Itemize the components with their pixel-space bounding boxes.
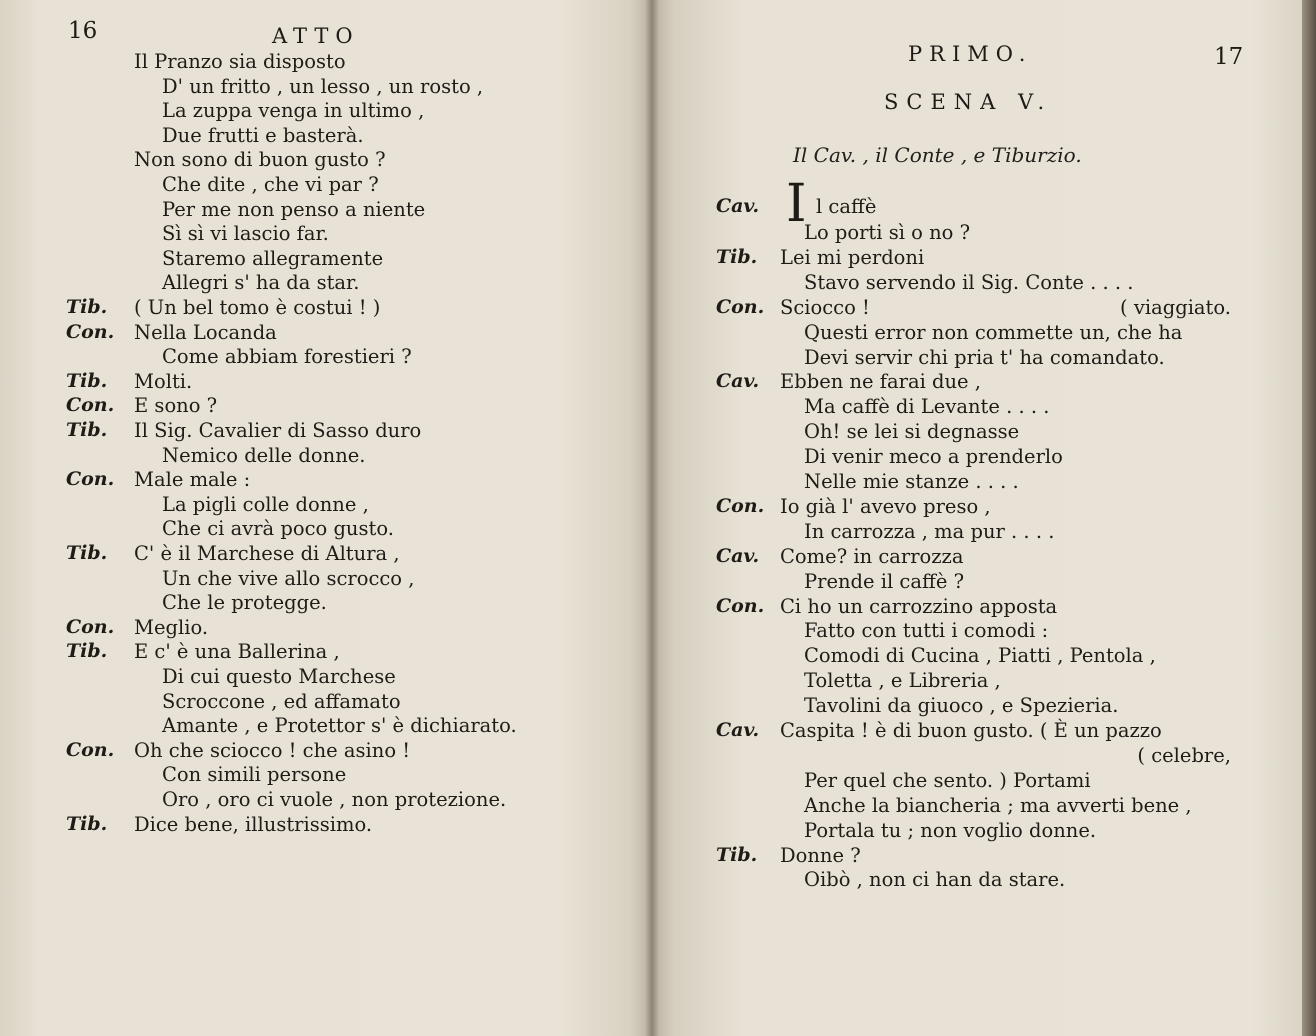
dialogue-line xyxy=(652,693,1297,718)
line-text: Comodi di Cucina , Piatti , Pentola , xyxy=(804,644,1156,668)
speaker-label: Con. xyxy=(66,468,115,491)
speaker-label: Con. xyxy=(716,494,765,517)
dialogue-line xyxy=(0,147,640,172)
dialogue-line xyxy=(0,787,640,812)
line-text: Di cui questo Marchese xyxy=(162,665,396,688)
line-text: Tavolini da giuoco , e Spezieria. xyxy=(804,694,1119,718)
dialogue-line xyxy=(0,812,640,837)
line-text: Portala tu ; non voglio donne. xyxy=(804,818,1097,842)
dialogue-line xyxy=(0,98,640,123)
scene-title: SCENA V. xyxy=(884,90,1053,114)
line-text: Donne ? xyxy=(780,843,861,867)
line-text: Questi error non commette un, che ha xyxy=(804,320,1183,344)
line-text: D' un fritto , un lesso , un rosto , xyxy=(162,74,484,98)
dialogue-line xyxy=(0,590,640,615)
dialogue-line xyxy=(0,320,640,345)
line-text: E c' è una Ballerina , xyxy=(134,640,340,664)
line-text: Nemico delle donne. xyxy=(162,443,366,467)
line-text: Due frutti e basterà. xyxy=(162,123,364,147)
dialogue-line xyxy=(0,197,640,222)
dialogue-line xyxy=(652,220,1297,245)
speaker-label: Con. xyxy=(66,738,115,761)
line-text: Nella Locanda xyxy=(134,320,277,344)
dialogue-line xyxy=(652,618,1297,643)
dialogue-line xyxy=(0,172,640,197)
dialogue-line xyxy=(0,270,640,295)
line-text: Che le protegge. xyxy=(162,591,327,615)
speaker-label: Cav. xyxy=(716,719,760,741)
line-text: Che dite , che vi par ? xyxy=(162,173,379,196)
dialogue-line xyxy=(0,566,640,591)
dialogue-line xyxy=(0,344,640,369)
line-text: Dice bene, illustrissimo. xyxy=(134,812,373,836)
line-text: Male male : xyxy=(134,468,251,492)
line-turnover: ( celebre, xyxy=(1137,743,1231,767)
dialogue-line xyxy=(0,762,640,787)
running-head-right: PRIMO. xyxy=(908,42,1033,66)
line-text: Oh che sciocco ! che asino ! xyxy=(134,738,411,762)
line-text: Anche la biancheria ; ma avverti bene , xyxy=(804,793,1192,817)
dialogue-line xyxy=(652,544,1297,569)
line-text: C' è il Marchese di Altura , xyxy=(134,542,400,565)
dialogue-line xyxy=(652,494,1297,519)
line-text: Ma caffè di Levante . . . . xyxy=(804,395,1050,419)
dialogue-line xyxy=(652,469,1297,494)
dialogue-line xyxy=(652,419,1297,444)
dialogue-line xyxy=(0,443,640,468)
speaker-label: Tib. xyxy=(66,640,108,663)
line-text: Stavo servendo il Sig. Conte . . . . xyxy=(804,270,1134,294)
drop-cap: I xyxy=(786,174,807,234)
right-page xyxy=(652,0,1308,1036)
dialogue-line xyxy=(652,718,1297,743)
line-text: Come abbiam forestieri ? xyxy=(162,345,412,369)
line-text: In carrozza , ma pur . . . . xyxy=(804,519,1055,543)
page-number-right: 17 xyxy=(1214,44,1244,70)
dialogue-line xyxy=(0,664,640,689)
dialogue-line xyxy=(0,689,640,714)
dialogue-line xyxy=(0,246,640,271)
dialogue-line xyxy=(0,221,640,246)
line-text: Sciocco ! xyxy=(780,295,870,319)
line-text: Sì sì vi lascio far. xyxy=(162,222,329,246)
speaker-label: Con. xyxy=(66,615,115,638)
dialogue-line xyxy=(0,467,640,492)
line-text: Oibò , non ci han da stare. xyxy=(804,868,1066,892)
dialogue-line xyxy=(0,541,640,566)
line-text: ( Un bel tomo è costui ! ) xyxy=(134,296,381,319)
speaker-label: Tib. xyxy=(66,296,108,318)
book-gutter xyxy=(645,0,659,1036)
line-text: Nelle mie stanze . . . . xyxy=(804,470,1019,493)
line-text: Scroccone , ed affamato xyxy=(162,689,401,713)
line-text: Meglio. xyxy=(134,615,209,639)
dialogue-line xyxy=(652,519,1297,544)
dialogue-line xyxy=(652,270,1297,295)
line-text: Per quel che sento. ) Portami xyxy=(804,768,1091,792)
speaker-label: Con. xyxy=(716,295,765,318)
page-edge xyxy=(1302,0,1316,1036)
speaker-label: Tib. xyxy=(716,843,758,866)
stage-direction: Il Cav. , il Conte , e Tiburzio. xyxy=(793,143,1082,167)
line-text: Non sono di buon gusto ? xyxy=(134,148,386,172)
dialogue-line xyxy=(0,393,640,418)
speaker-label: Cav. xyxy=(716,195,760,217)
dialogue-line xyxy=(0,713,640,738)
speaker-label: Con. xyxy=(66,320,115,343)
speaker-label: Con. xyxy=(66,394,115,417)
line-text: Ebben ne farai due , xyxy=(780,370,981,394)
dialogue-line xyxy=(0,615,640,640)
speaker-label: Tib. xyxy=(66,542,108,564)
speaker-label: Cav. xyxy=(716,544,760,567)
dialogue-line xyxy=(652,668,1297,693)
running-head-left: ATTO xyxy=(272,24,360,48)
dialogue-line xyxy=(652,743,1297,768)
dialogue-line xyxy=(652,867,1297,892)
line-text: La pigli colle donne , xyxy=(162,492,369,516)
line-text: La zuppa venga in ultimo , xyxy=(162,99,425,123)
speaker-label: Con. xyxy=(716,594,765,617)
dialogue-line xyxy=(652,245,1297,270)
dialogue-line xyxy=(0,49,640,74)
speaker-label: Cav. xyxy=(716,370,760,393)
line-text: Allegri s' ha da star. xyxy=(162,271,360,295)
dialogue-line xyxy=(652,793,1297,818)
dialogue-line xyxy=(0,516,640,541)
line-text: Devi servir chi pria t' ha comandato. xyxy=(804,345,1165,369)
line-text: E sono ? xyxy=(134,394,218,418)
speaker-label: Tib. xyxy=(66,419,108,441)
dialogue-line xyxy=(652,369,1297,394)
dialogue-line xyxy=(652,818,1297,843)
dialogue-line xyxy=(652,768,1297,793)
line-text: Oro , oro ci vuole , non protezione. xyxy=(162,788,507,811)
line-text: Per me non penso a niente xyxy=(162,197,426,221)
line-text: Lei mi perdoni xyxy=(780,245,925,269)
line-text: Amante , e Protettor s' è dichiarato. xyxy=(162,714,517,738)
line-text: Di venir meco a prenderlo xyxy=(804,445,1063,469)
line-text: Ci ho un carrozzino apposta xyxy=(780,594,1058,618)
line-text: Con simili persone xyxy=(162,763,347,787)
dialogue-line xyxy=(652,345,1297,370)
dialogue-line xyxy=(0,639,640,664)
dialogue-line xyxy=(652,569,1297,594)
speaker-label: Tib. xyxy=(66,369,108,392)
line-text: Prende il caffè ? xyxy=(804,569,965,593)
dialogue-line xyxy=(0,738,640,763)
line-turnover: ( viaggiato. xyxy=(1120,295,1231,319)
dialogue-line xyxy=(652,594,1297,619)
line-text: Il Sig. Cavalier di Sasso duro xyxy=(134,419,422,442)
page-number-left: 16 xyxy=(68,18,98,44)
left-page xyxy=(0,0,652,1036)
dialogue-line xyxy=(0,369,640,394)
dialogue-line xyxy=(652,394,1297,419)
line-text: l caffè xyxy=(816,195,877,218)
line-text: Il Pranzo sia disposto xyxy=(134,50,346,73)
speaker-label: Tib. xyxy=(716,245,758,268)
line-text: Staremo allegramente xyxy=(162,246,384,270)
dialogue-line xyxy=(0,418,640,443)
dialogue-line xyxy=(0,492,640,517)
dialogue-line xyxy=(652,295,1297,320)
line-text: Che ci avrà poco gusto. xyxy=(162,517,394,541)
speaker-label: Tib. xyxy=(66,812,108,835)
line-text: Io già l' avevo preso , xyxy=(780,494,991,518)
dialogue-line xyxy=(0,295,640,320)
line-text: Un che vive allo scrocco , xyxy=(162,566,415,590)
dialogue-line xyxy=(0,74,640,99)
dialogue-line xyxy=(652,444,1297,469)
dialogue-line xyxy=(652,320,1297,345)
line-text: Come? in carrozza xyxy=(780,544,964,568)
dialogue-line xyxy=(652,643,1297,668)
line-text: Lo porti sì o no ? xyxy=(804,221,971,244)
dialogue-line xyxy=(0,123,640,148)
line-text: Molti. xyxy=(134,369,193,393)
line-text: Toletta , e Libreria , xyxy=(804,669,1001,693)
dialogue-line xyxy=(652,843,1297,868)
line-text: Caspita ! è di buon gusto. ( È un pazzo xyxy=(780,719,1162,742)
line-text: Fatto con tutti i comodi : xyxy=(804,619,1049,643)
line-text: Oh! se lei si degnasse xyxy=(804,420,1020,444)
